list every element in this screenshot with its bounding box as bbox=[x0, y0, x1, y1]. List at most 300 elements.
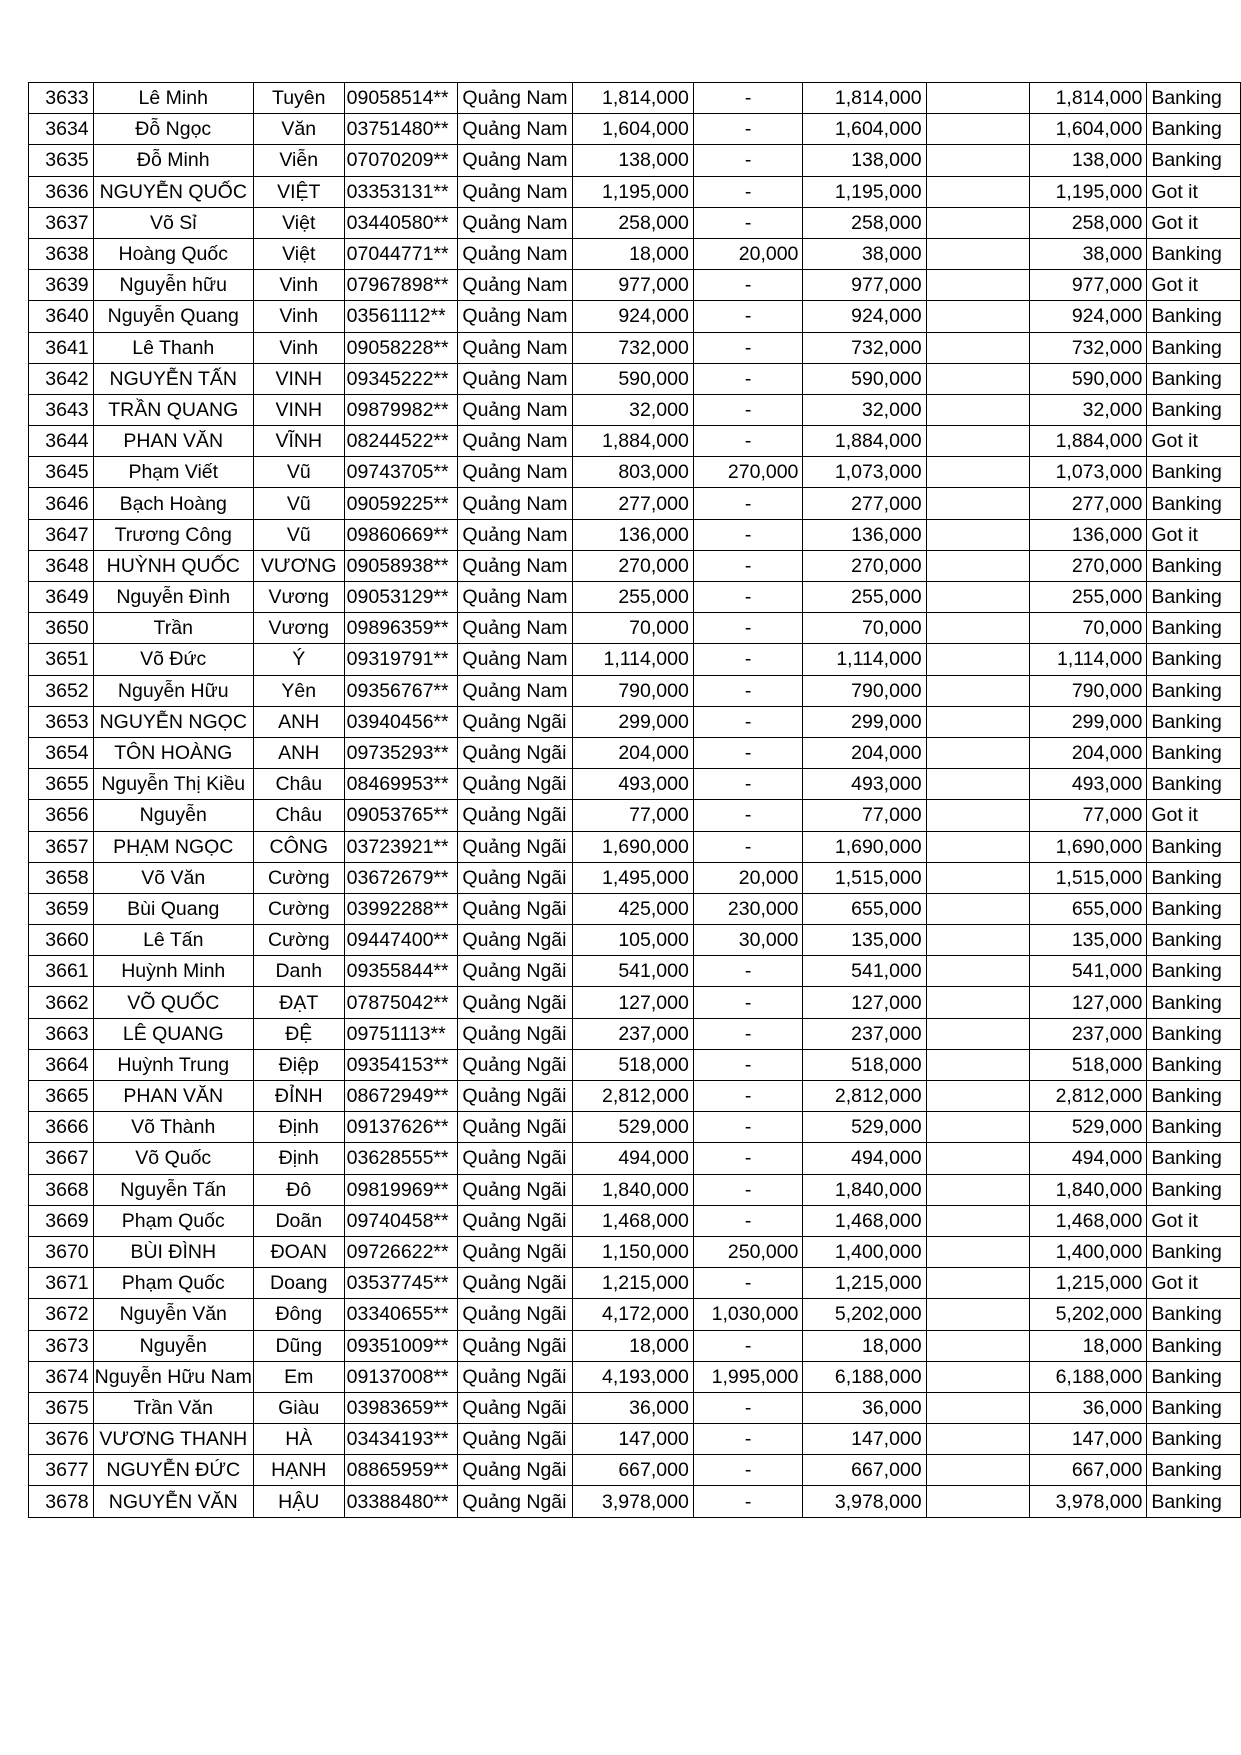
table-row bbox=[29, 238, 1241, 269]
amount-2: - bbox=[693, 644, 803, 675]
subtotal: 136,000 bbox=[803, 519, 926, 550]
phone-masked: 09819969** bbox=[344, 1174, 458, 1205]
province: Quảng Ngãi bbox=[458, 1455, 572, 1486]
blank-cell bbox=[926, 519, 1029, 550]
phone-masked: 08469953** bbox=[344, 769, 458, 800]
table-row bbox=[29, 831, 1241, 862]
total: 258,000 bbox=[1029, 207, 1146, 238]
total: 494,000 bbox=[1029, 1143, 1146, 1174]
subtotal: 38,000 bbox=[803, 238, 926, 269]
phone-masked: 09735293** bbox=[344, 737, 458, 768]
province: Quảng Ngãi bbox=[458, 893, 572, 924]
amount-1: 493,000 bbox=[572, 769, 693, 800]
payment-method: Banking bbox=[1147, 332, 1241, 363]
phone-masked: 03751480** bbox=[344, 114, 458, 145]
table-row bbox=[29, 1392, 1241, 1423]
table-row bbox=[29, 363, 1241, 394]
amount-1: 1,150,000 bbox=[572, 1236, 693, 1267]
blank-cell bbox=[926, 675, 1029, 706]
first-name: CÔNG bbox=[253, 831, 344, 862]
amount-2: - bbox=[693, 706, 803, 737]
first-name: Cường bbox=[253, 862, 344, 893]
table-row bbox=[29, 1486, 1241, 1517]
amount-2: - bbox=[693, 1486, 803, 1517]
subtotal: 1,604,000 bbox=[803, 114, 926, 145]
row-number: 3674 bbox=[29, 1361, 94, 1392]
province: Quảng Nam bbox=[458, 488, 572, 519]
total: 1,814,000 bbox=[1029, 83, 1146, 114]
amount-1: 105,000 bbox=[572, 925, 693, 956]
total: 1,884,000 bbox=[1029, 426, 1146, 457]
last-middle-name: NGUYỄN VĂN bbox=[93, 1486, 253, 1517]
amount-1: 270,000 bbox=[572, 550, 693, 581]
amount-2: - bbox=[693, 207, 803, 238]
province: Quảng Nam bbox=[458, 519, 572, 550]
subtotal: 1,400,000 bbox=[803, 1236, 926, 1267]
phone-masked: 09740458** bbox=[344, 1205, 458, 1236]
amount-2: - bbox=[693, 1018, 803, 1049]
payment-method: Banking bbox=[1147, 737, 1241, 768]
amount-1: 1,215,000 bbox=[572, 1268, 693, 1299]
total: 127,000 bbox=[1029, 987, 1146, 1018]
row-number: 3676 bbox=[29, 1424, 94, 1455]
payment-method: Banking bbox=[1147, 1174, 1241, 1205]
province: Quảng Nam bbox=[458, 426, 572, 457]
blank-cell bbox=[926, 582, 1029, 613]
blank-cell bbox=[926, 238, 1029, 269]
blank-cell bbox=[926, 737, 1029, 768]
payment-method: Banking bbox=[1147, 1455, 1241, 1486]
payment-method: Banking bbox=[1147, 1361, 1241, 1392]
amount-2: - bbox=[693, 1081, 803, 1112]
amount-1: 136,000 bbox=[572, 519, 693, 550]
phone-masked: 03672679** bbox=[344, 862, 458, 893]
amount-2: - bbox=[693, 769, 803, 800]
payment-method: Banking bbox=[1147, 363, 1241, 394]
first-name: HẠNH bbox=[253, 1455, 344, 1486]
blank-cell bbox=[926, 831, 1029, 862]
table-row bbox=[29, 737, 1241, 768]
last-middle-name: Võ Sỉ bbox=[93, 207, 253, 238]
total: 136,000 bbox=[1029, 519, 1146, 550]
table-row bbox=[29, 270, 1241, 301]
phone-masked: 08672949** bbox=[344, 1081, 458, 1112]
row-number: 3670 bbox=[29, 1236, 94, 1267]
last-middle-name: Nguyễn Quang bbox=[93, 301, 253, 332]
table-row bbox=[29, 301, 1241, 332]
province: Quảng Ngãi bbox=[458, 1112, 572, 1143]
amount-1: 790,000 bbox=[572, 675, 693, 706]
phone-masked: 09447400** bbox=[344, 925, 458, 956]
total: 1,604,000 bbox=[1029, 114, 1146, 145]
table-row bbox=[29, 987, 1241, 1018]
amount-2: 20,000 bbox=[693, 862, 803, 893]
row-number: 3646 bbox=[29, 488, 94, 519]
amount-2: - bbox=[693, 582, 803, 613]
last-middle-name: Nguyễn bbox=[93, 800, 253, 831]
table-row bbox=[29, 426, 1241, 457]
payment-method: Banking bbox=[1147, 1424, 1241, 1455]
row-number: 3666 bbox=[29, 1112, 94, 1143]
row-number: 3651 bbox=[29, 644, 94, 675]
province: Quảng Ngãi bbox=[458, 1236, 572, 1267]
amount-1: 138,000 bbox=[572, 145, 693, 176]
row-number: 3672 bbox=[29, 1299, 94, 1330]
first-name: HẬU bbox=[253, 1486, 344, 1517]
total: 790,000 bbox=[1029, 675, 1146, 706]
total: 2,812,000 bbox=[1029, 1081, 1146, 1112]
first-name: Việt bbox=[253, 238, 344, 269]
total: 277,000 bbox=[1029, 488, 1146, 519]
amount-2: 30,000 bbox=[693, 925, 803, 956]
subtotal: 667,000 bbox=[803, 1455, 926, 1486]
total: 1,515,000 bbox=[1029, 862, 1146, 893]
first-name: Giàu bbox=[253, 1392, 344, 1423]
subtotal: 590,000 bbox=[803, 363, 926, 394]
payment-table bbox=[28, 82, 1241, 1518]
subtotal: 1,515,000 bbox=[803, 862, 926, 893]
last-middle-name: PHAN VĂN bbox=[93, 1081, 253, 1112]
table-row bbox=[29, 1205, 1241, 1236]
phone-masked: 09053129** bbox=[344, 582, 458, 613]
row-number: 3655 bbox=[29, 769, 94, 800]
table-row bbox=[29, 1268, 1241, 1299]
payment-method: Banking bbox=[1147, 956, 1241, 987]
amount-2: - bbox=[693, 1330, 803, 1361]
table-row bbox=[29, 114, 1241, 145]
phone-masked: 07967898** bbox=[344, 270, 458, 301]
amount-2: - bbox=[693, 675, 803, 706]
blank-cell bbox=[926, 1330, 1029, 1361]
first-name: Cường bbox=[253, 893, 344, 924]
row-number: 3638 bbox=[29, 238, 94, 269]
row-number: 3641 bbox=[29, 332, 94, 363]
subtotal: 541,000 bbox=[803, 956, 926, 987]
first-name: Vũ bbox=[253, 457, 344, 488]
payment-method: Banking bbox=[1147, 769, 1241, 800]
first-name: Đông bbox=[253, 1299, 344, 1330]
payment-method: Banking bbox=[1147, 1112, 1241, 1143]
phone-masked: 07070209** bbox=[344, 145, 458, 176]
subtotal: 258,000 bbox=[803, 207, 926, 238]
payment-method: Got it bbox=[1147, 176, 1241, 207]
amount-1: 127,000 bbox=[572, 987, 693, 1018]
row-number: 3639 bbox=[29, 270, 94, 301]
total: 518,000 bbox=[1029, 1049, 1146, 1080]
amount-2: - bbox=[693, 270, 803, 301]
table-row bbox=[29, 862, 1241, 893]
total: 38,000 bbox=[1029, 238, 1146, 269]
phone-masked: 09356767** bbox=[344, 675, 458, 706]
phone-masked: 09345222** bbox=[344, 363, 458, 394]
row-number: 3658 bbox=[29, 862, 94, 893]
amount-1: 1,195,000 bbox=[572, 176, 693, 207]
subtotal: 3,978,000 bbox=[803, 1486, 926, 1517]
total: 1,215,000 bbox=[1029, 1268, 1146, 1299]
last-middle-name: Võ Thành bbox=[93, 1112, 253, 1143]
blank-cell bbox=[926, 1236, 1029, 1267]
subtotal: 1,468,000 bbox=[803, 1205, 926, 1236]
subtotal: 2,812,000 bbox=[803, 1081, 926, 1112]
blank-cell bbox=[926, 363, 1029, 394]
amount-1: 977,000 bbox=[572, 270, 693, 301]
payment-method: Banking bbox=[1147, 582, 1241, 613]
payment-method: Banking bbox=[1147, 114, 1241, 145]
first-name: Vinh bbox=[253, 301, 344, 332]
subtotal: 138,000 bbox=[803, 145, 926, 176]
last-middle-name: Lê Tấn bbox=[93, 925, 253, 956]
amount-2: - bbox=[693, 114, 803, 145]
amount-2: - bbox=[693, 145, 803, 176]
amount-2: - bbox=[693, 800, 803, 831]
payment-method: Got it bbox=[1147, 1268, 1241, 1299]
blank-cell bbox=[926, 925, 1029, 956]
amount-2: - bbox=[693, 1205, 803, 1236]
blank-cell bbox=[926, 83, 1029, 114]
table-row bbox=[29, 550, 1241, 581]
subtotal: 36,000 bbox=[803, 1392, 926, 1423]
amount-1: 258,000 bbox=[572, 207, 693, 238]
table-row bbox=[29, 1049, 1241, 1080]
row-number: 3649 bbox=[29, 582, 94, 613]
last-middle-name: Đỗ Minh bbox=[93, 145, 253, 176]
phone-masked: 07044771** bbox=[344, 238, 458, 269]
row-number: 3642 bbox=[29, 363, 94, 394]
row-number: 3645 bbox=[29, 457, 94, 488]
phone-masked: 09053765** bbox=[344, 800, 458, 831]
table-row bbox=[29, 519, 1241, 550]
amount-2: - bbox=[693, 394, 803, 425]
row-number: 3669 bbox=[29, 1205, 94, 1236]
amount-1: 237,000 bbox=[572, 1018, 693, 1049]
row-number: 3660 bbox=[29, 925, 94, 956]
row-number: 3652 bbox=[29, 675, 94, 706]
blank-cell bbox=[926, 613, 1029, 644]
subtotal: 277,000 bbox=[803, 488, 926, 519]
payment-method: Got it bbox=[1147, 270, 1241, 301]
row-number: 3677 bbox=[29, 1455, 94, 1486]
phone-masked: 03561112** bbox=[344, 301, 458, 332]
blank-cell bbox=[926, 987, 1029, 1018]
last-middle-name: Nguyễn Văn bbox=[93, 1299, 253, 1330]
amount-1: 4,172,000 bbox=[572, 1299, 693, 1330]
total: 732,000 bbox=[1029, 332, 1146, 363]
row-number: 3654 bbox=[29, 737, 94, 768]
first-name: ANH bbox=[253, 737, 344, 768]
blank-cell bbox=[926, 800, 1029, 831]
blank-cell bbox=[926, 550, 1029, 581]
province: Quảng Nam bbox=[458, 207, 572, 238]
total: 977,000 bbox=[1029, 270, 1146, 301]
amount-2: - bbox=[693, 519, 803, 550]
blank-cell bbox=[926, 1361, 1029, 1392]
amount-2: 20,000 bbox=[693, 238, 803, 269]
first-name: Vương bbox=[253, 613, 344, 644]
phone-masked: 09137626** bbox=[344, 1112, 458, 1143]
amount-1: 541,000 bbox=[572, 956, 693, 987]
row-number: 3643 bbox=[29, 394, 94, 425]
row-number: 3650 bbox=[29, 613, 94, 644]
payment-method: Banking bbox=[1147, 987, 1241, 1018]
amount-2: - bbox=[693, 831, 803, 862]
first-name: Vinh bbox=[253, 270, 344, 301]
province: Quảng Nam bbox=[458, 394, 572, 425]
first-name: Yên bbox=[253, 675, 344, 706]
amount-2: - bbox=[693, 83, 803, 114]
first-name: ĐỈNH bbox=[253, 1081, 344, 1112]
blank-cell bbox=[926, 1455, 1029, 1486]
phone-masked: 09896359** bbox=[344, 613, 458, 644]
subtotal: 1,215,000 bbox=[803, 1268, 926, 1299]
total: 1,468,000 bbox=[1029, 1205, 1146, 1236]
total: 18,000 bbox=[1029, 1330, 1146, 1361]
phone-masked: 09860669** bbox=[344, 519, 458, 550]
total: 135,000 bbox=[1029, 925, 1146, 956]
amount-2: 230,000 bbox=[693, 893, 803, 924]
province: Quảng Ngãi bbox=[458, 800, 572, 831]
province: Quảng Nam bbox=[458, 550, 572, 581]
first-name: VINH bbox=[253, 363, 344, 394]
province: Quảng Ngãi bbox=[458, 831, 572, 862]
phone-masked: 09879982** bbox=[344, 394, 458, 425]
first-name: VƯƠNG bbox=[253, 550, 344, 581]
amount-2: 250,000 bbox=[693, 1236, 803, 1267]
table-row bbox=[29, 893, 1241, 924]
subtotal: 529,000 bbox=[803, 1112, 926, 1143]
phone-masked: 08244522** bbox=[344, 426, 458, 457]
phone-masked: 09059225** bbox=[344, 488, 458, 519]
table-row bbox=[29, 706, 1241, 737]
first-name: Văn bbox=[253, 114, 344, 145]
amount-1: 1,884,000 bbox=[572, 426, 693, 457]
total: 1,073,000 bbox=[1029, 457, 1146, 488]
phone-masked: 09319791** bbox=[344, 644, 458, 675]
blank-cell bbox=[926, 1486, 1029, 1517]
subtotal: 655,000 bbox=[803, 893, 926, 924]
payment-method: Banking bbox=[1147, 644, 1241, 675]
last-middle-name: PHAN VĂN bbox=[93, 426, 253, 457]
first-name: HÀ bbox=[253, 1424, 344, 1455]
province: Quảng Nam bbox=[458, 83, 572, 114]
last-middle-name: BÙI ĐÌNH bbox=[93, 1236, 253, 1267]
table-row bbox=[29, 457, 1241, 488]
row-number: 3648 bbox=[29, 550, 94, 581]
last-middle-name: Phạm Viết bbox=[93, 457, 253, 488]
first-name: Doang bbox=[253, 1268, 344, 1299]
total: 1,840,000 bbox=[1029, 1174, 1146, 1205]
subtotal: 1,840,000 bbox=[803, 1174, 926, 1205]
table-row bbox=[29, 1361, 1241, 1392]
subtotal: 70,000 bbox=[803, 613, 926, 644]
total: 255,000 bbox=[1029, 582, 1146, 613]
province: Quảng Nam bbox=[458, 457, 572, 488]
last-middle-name: Trần bbox=[93, 613, 253, 644]
province: Quảng Ngãi bbox=[458, 1299, 572, 1330]
total: 270,000 bbox=[1029, 550, 1146, 581]
blank-cell bbox=[926, 893, 1029, 924]
province: Quảng Ngãi bbox=[458, 737, 572, 768]
subtotal: 6,188,000 bbox=[803, 1361, 926, 1392]
amount-1: 1,814,000 bbox=[572, 83, 693, 114]
total: 36,000 bbox=[1029, 1392, 1146, 1423]
phone-masked: 03440580** bbox=[344, 207, 458, 238]
province: Quảng Nam bbox=[458, 582, 572, 613]
province: Quảng Ngãi bbox=[458, 1081, 572, 1112]
table-row bbox=[29, 207, 1241, 238]
last-middle-name: TRẦN QUANG bbox=[93, 394, 253, 425]
total: 590,000 bbox=[1029, 363, 1146, 394]
payment-method: Got it bbox=[1147, 207, 1241, 238]
payment-method: Banking bbox=[1147, 1143, 1241, 1174]
first-name: ĐỆ bbox=[253, 1018, 344, 1049]
first-name: Châu bbox=[253, 769, 344, 800]
first-name: Viễn bbox=[253, 145, 344, 176]
row-number: 3637 bbox=[29, 207, 94, 238]
last-middle-name: Nguyễn Đình bbox=[93, 582, 253, 613]
total: 77,000 bbox=[1029, 800, 1146, 831]
blank-cell bbox=[926, 1143, 1029, 1174]
row-number: 3663 bbox=[29, 1018, 94, 1049]
total: 5,202,000 bbox=[1029, 1299, 1146, 1330]
payment-method: Banking bbox=[1147, 1236, 1241, 1267]
table-row bbox=[29, 1143, 1241, 1174]
blank-cell bbox=[926, 1174, 1029, 1205]
row-number: 3656 bbox=[29, 800, 94, 831]
subtotal: 127,000 bbox=[803, 987, 926, 1018]
province: Quảng Nam bbox=[458, 238, 572, 269]
table-row bbox=[29, 1236, 1241, 1267]
blank-cell bbox=[926, 644, 1029, 675]
province: Quảng Nam bbox=[458, 301, 572, 332]
payment-method: Banking bbox=[1147, 145, 1241, 176]
payment-method: Banking bbox=[1147, 1486, 1241, 1517]
table-row bbox=[29, 1112, 1241, 1143]
phone-masked: 09726622** bbox=[344, 1236, 458, 1267]
blank-cell bbox=[926, 1424, 1029, 1455]
province: Quảng Ngãi bbox=[458, 1330, 572, 1361]
total: 924,000 bbox=[1029, 301, 1146, 332]
last-middle-name: Phạm Quốc bbox=[93, 1205, 253, 1236]
amount-2: - bbox=[693, 363, 803, 394]
province: Quảng Nam bbox=[458, 675, 572, 706]
blank-cell bbox=[926, 1049, 1029, 1080]
amount-2: - bbox=[693, 1424, 803, 1455]
province: Quảng Nam bbox=[458, 332, 572, 363]
province: Quảng Ngãi bbox=[458, 1424, 572, 1455]
subtotal: 135,000 bbox=[803, 925, 926, 956]
last-middle-name: Võ Đức bbox=[93, 644, 253, 675]
row-number: 3665 bbox=[29, 1081, 94, 1112]
amount-1: 3,978,000 bbox=[572, 1486, 693, 1517]
phone-masked: 07875042** bbox=[344, 987, 458, 1018]
province: Quảng Nam bbox=[458, 613, 572, 644]
payment-method: Got it bbox=[1147, 1205, 1241, 1236]
subtotal: 977,000 bbox=[803, 270, 926, 301]
total: 667,000 bbox=[1029, 1455, 1146, 1486]
row-number: 3636 bbox=[29, 176, 94, 207]
subtotal: 299,000 bbox=[803, 706, 926, 737]
payment-method: Banking bbox=[1147, 1049, 1241, 1080]
last-middle-name: Nguyễn hữu bbox=[93, 270, 253, 301]
amount-1: 299,000 bbox=[572, 706, 693, 737]
phone-masked: 09351009** bbox=[344, 1330, 458, 1361]
subtotal: 732,000 bbox=[803, 332, 926, 363]
amount-1: 77,000 bbox=[572, 800, 693, 831]
last-middle-name: NGUYỄN NGỌC bbox=[93, 706, 253, 737]
amount-2: - bbox=[693, 1392, 803, 1423]
amount-1: 1,495,000 bbox=[572, 862, 693, 893]
table-row bbox=[29, 925, 1241, 956]
